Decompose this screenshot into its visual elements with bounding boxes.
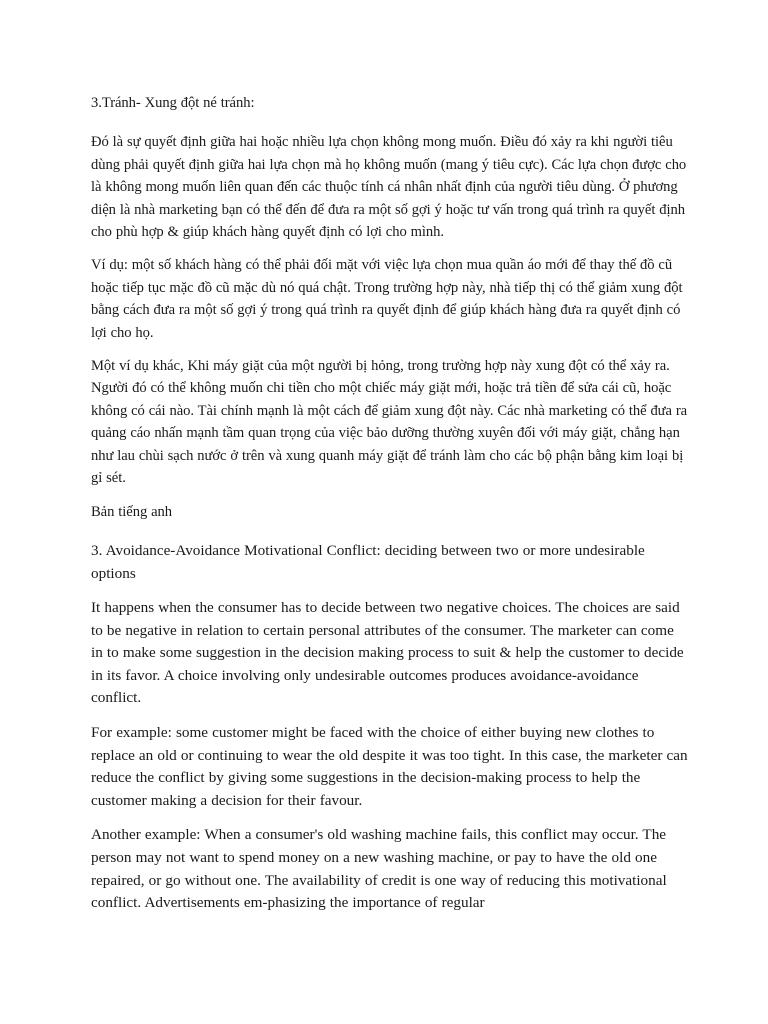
paragraph-example-en: For example: some customer might be faced with the choice of either buying new clothes to replace an old or continuing to wear the old despite it was too tight. In this case, the marketer can reduce the conflict by giving some suggestions in the decision-making process to help the customer making a decision for their favour. bbox=[91, 724, 688, 809]
paragraph-example-vi: Ví dụ: một số khách hàng có thể phải đối mặt với việc lựa chọn mua quần áo mới để thay thế đồ cũ hoặc tiếp tục mặc đồ cũ mặc dù nó quá chật. Trong trường hợp này, nhà tiếp thị có thể giảm xung đột bằng cách đưa ra một số gợi ý trong quá trình ra quyết định để giúp khách hàng đưa ra quyết định có lợi cho họ. bbox=[91, 257, 683, 341]
paragraph-definition-vi: Đó là sự quyết định giữa hai hoặc nhiều lựa chọn không mong muốn. Điều đó xảy ra khi người tiêu dùng phải quyết định giữa hai lựa chọn mà họ không muốn (mang ý tiêu cực). Các lựa chọn được cho là không mong muốn liên quan đến các thuộc tính cá nhân nhất định của người tiêu dùng. Ở phương diện là nhà marketing bạn có thể đến để đưa ra một số gợi ý hoặc tư vấn trong quá trình ra quyết định cho phù hợp & giúp khách hàng quyết định có lợi cho mình. bbox=[91, 134, 687, 241]
paragraph-another-example-en: Another example: When a consumer's old washing machine fails, this conflict may occur. The person may not want to spend money on a new washing machine, or pay to have the old one repaired, or go without one. The availability of credit is one way of reducing this motivational conflict. Advertisements em-phasizing the importance of regular bbox=[91, 826, 667, 912]
english-version-label: Bản tiếng anh bbox=[91, 503, 173, 520]
section-heading-en: 3. Avoidance-Avoidance Motivational Conflict: deciding between two or more undesirable options bbox=[91, 541, 645, 582]
paragraph-definition-en: It happens when the consumer has to decide between two negative choices. The choices are said to be negative in relation to certain personal attributes of the consumer. The marketer can come in to make some suggestion in the decision making process to suit & help the customer to decide in its favor. A choice involving only undesirable outcomes produces avoidance-avoidance conflict. bbox=[91, 599, 684, 707]
paragraph-another-example-vi: Một ví dụ khác, Khi máy giặt của một người bị hỏng, trong trường hợp này xung đột có thể xảy ra. Người đó có thể không muốn chi tiền cho một chiếc máy giặt mới, hoặc trả tiền để sửa cái cũ, hoặc không có cái nào. Tài chính mạnh là một cách để giảm xung đột này. Các nhà marketing có thể đưa ra quảng cáo nhấn mạnh tầm quan trọng của việc bảo dưỡng thường xuyên đối với máy giặt, chẳng hạn như lau chùi sạch nước ở trên và xung quanh máy giặt để tránh làm cho các bộ phận bằng kim loại bị gỉ sét. bbox=[91, 358, 688, 487]
section-heading-vi: 3.Tránh- Xung đột né tránh: bbox=[91, 95, 255, 111]
